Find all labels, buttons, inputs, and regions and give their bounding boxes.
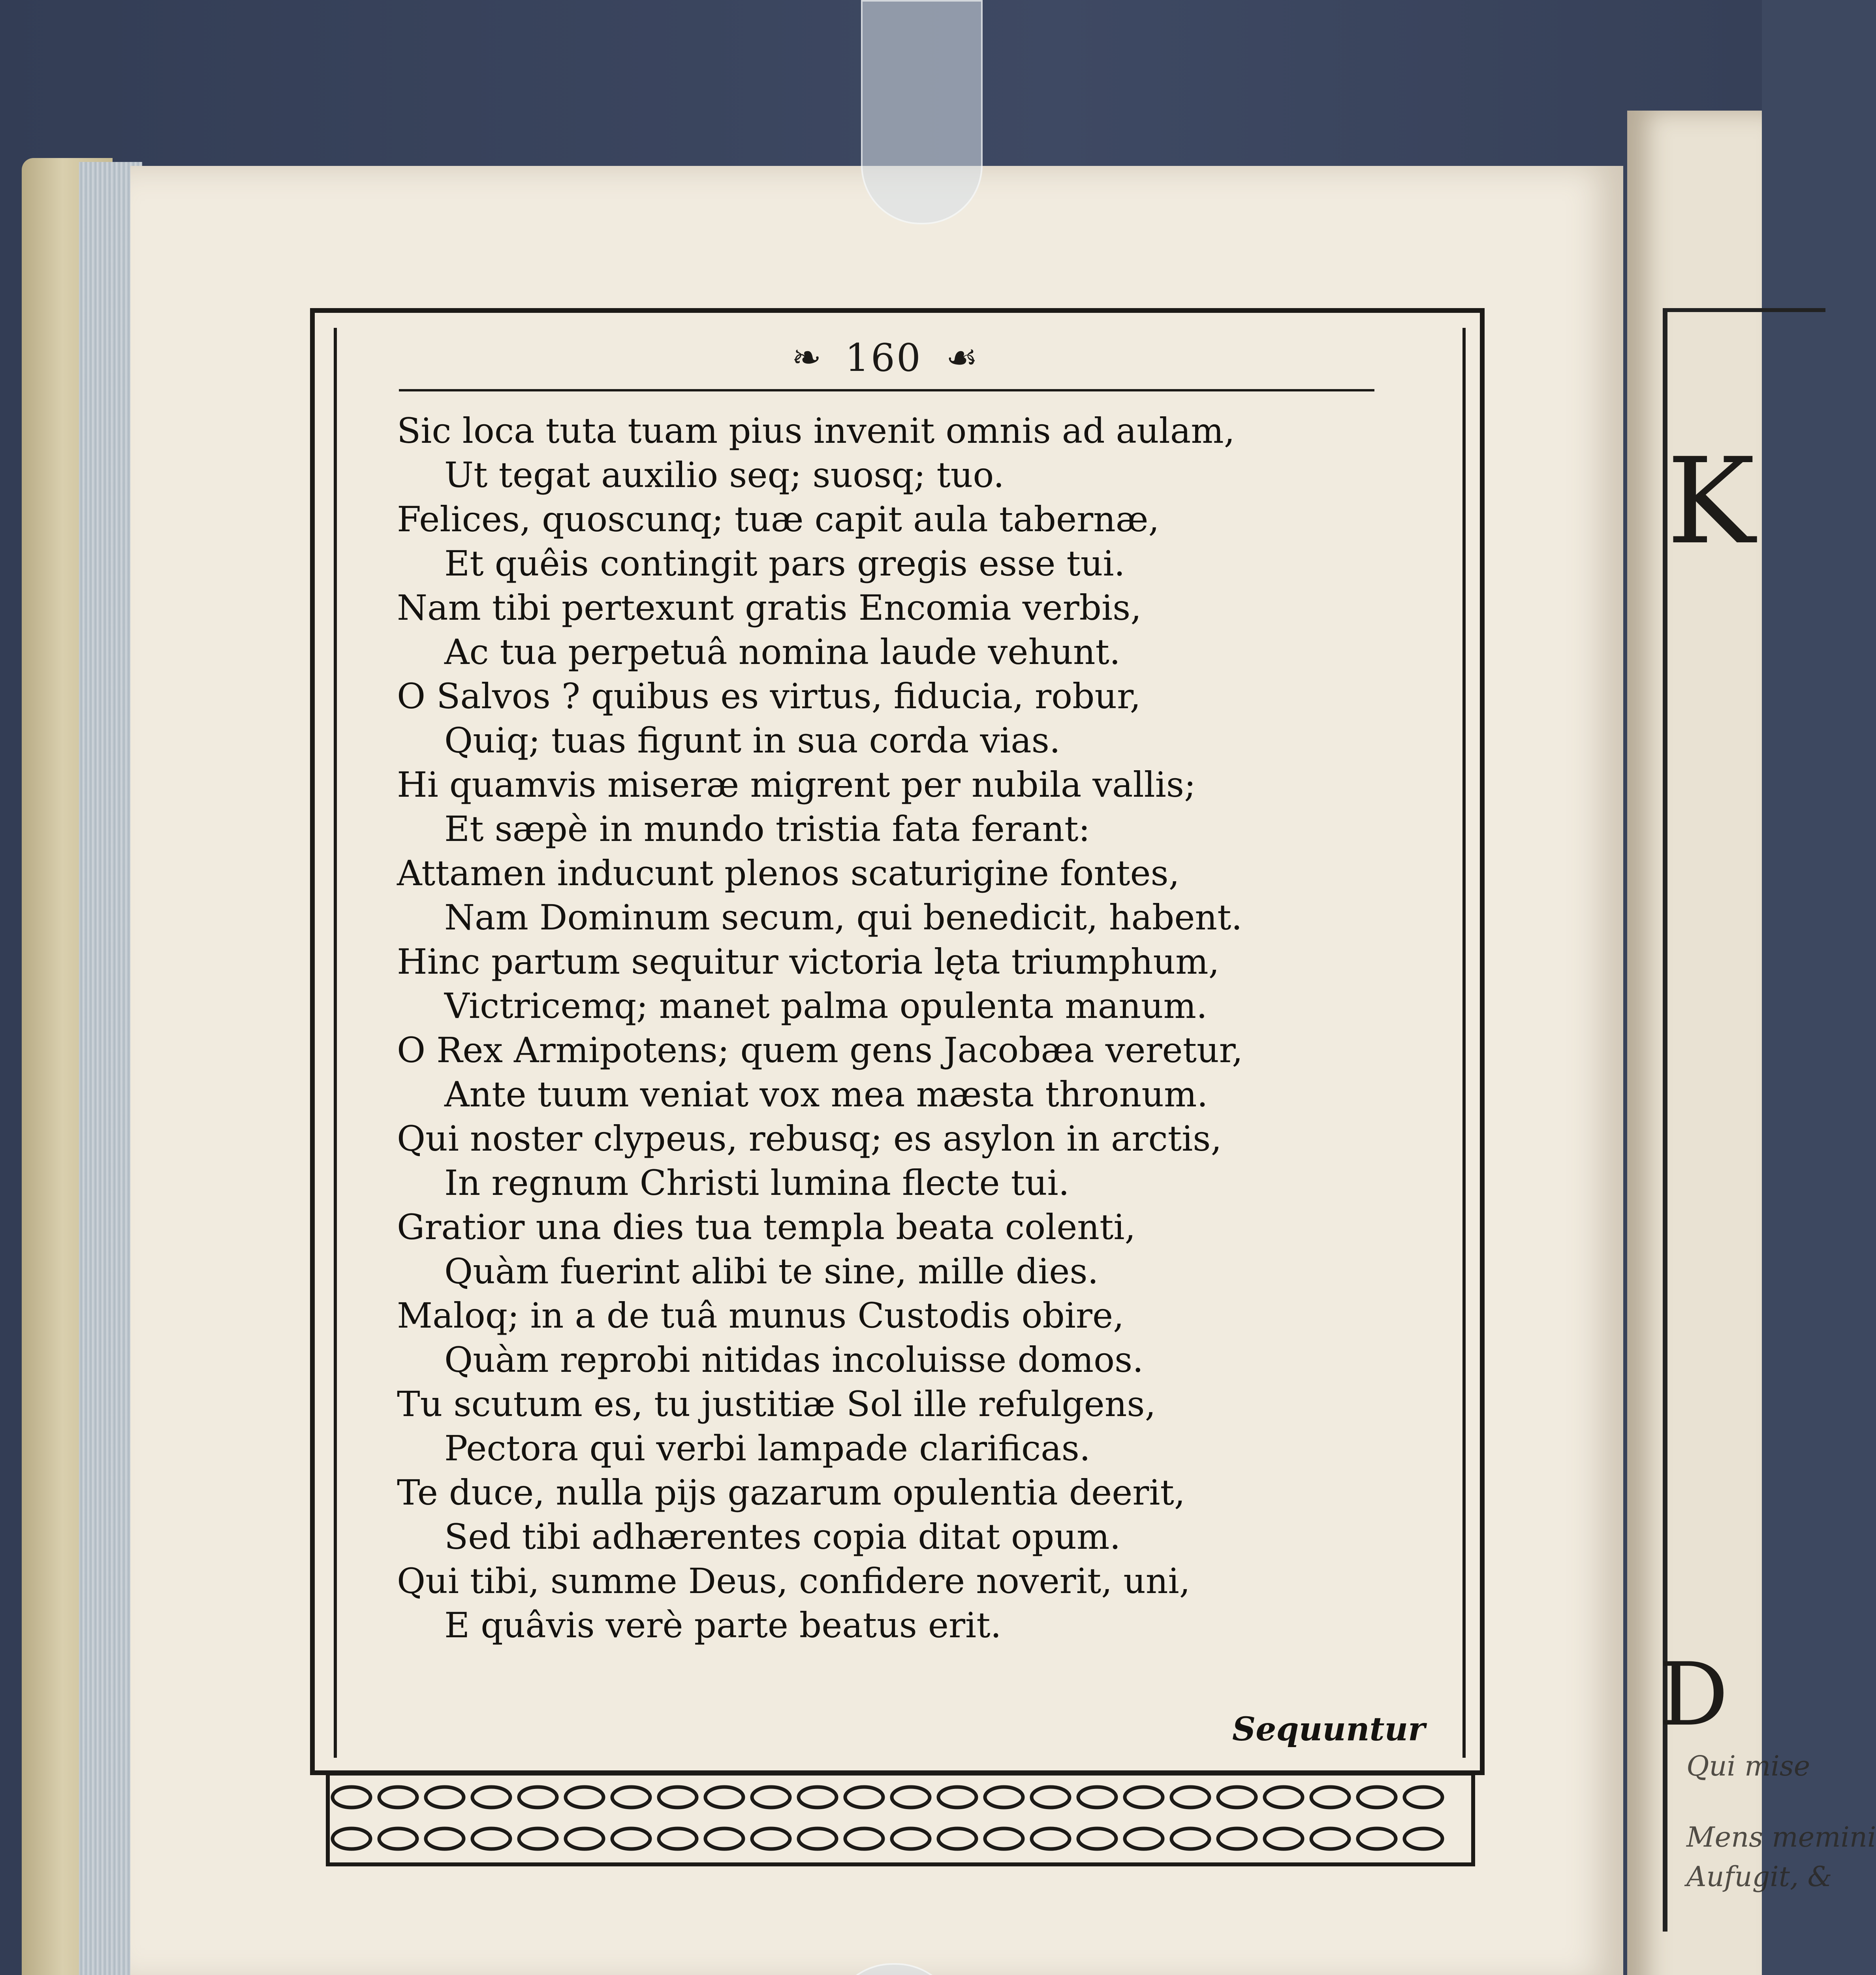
header-rule bbox=[399, 389, 1374, 391]
verse-line: O Salvos ? quibus es virtus, fiducia, robur, bbox=[397, 676, 1141, 717]
verse-line: O Rex Armipotens; quem gens Jacobæa veretur, bbox=[397, 1030, 1243, 1070]
border-oval bbox=[1311, 1828, 1349, 1849]
border-oval bbox=[426, 1828, 464, 1849]
right-fleuron-icon: ☙ bbox=[946, 337, 978, 378]
border-oval bbox=[985, 1828, 1023, 1849]
border-oval bbox=[472, 1828, 510, 1849]
verse-line: Ante tuum veniat vox mea mæsta thronum. bbox=[444, 1074, 1208, 1115]
border-oval bbox=[1404, 1828, 1442, 1849]
catchword: Sequuntur bbox=[1232, 1710, 1425, 1748]
verse-block bbox=[397, 409, 1444, 1648]
verse-line: Attamen inducunt plenos scaturigine fontes, bbox=[397, 853, 1180, 893]
verse-line: Qui noster clypeus, rebusq; es asylon in arctis, bbox=[397, 1118, 1222, 1159]
verse-line: Nam tibi pertexunt gratis Encomia verbis, bbox=[397, 587, 1142, 628]
verse-line: Tu scutum es, tu justitiæ Sol ille refulgens, bbox=[397, 1384, 1156, 1424]
border-oval bbox=[1032, 1787, 1070, 1808]
border-oval bbox=[379, 1787, 417, 1808]
verse-line: Ac tua perpetuâ nomina laude vehunt. bbox=[444, 632, 1120, 672]
facing-page-initial-d: D bbox=[1659, 1644, 1729, 1745]
verse-line: Et quêis contingit pars gregis esse tui. bbox=[444, 543, 1125, 584]
border-oval bbox=[985, 1787, 1023, 1808]
border-oval bbox=[1171, 1828, 1209, 1849]
verse-line: Sic loca tuta tuam pius invenit omnis ad aulam, bbox=[397, 410, 1235, 451]
border-oval bbox=[1078, 1787, 1116, 1808]
border-oval bbox=[1218, 1828, 1256, 1849]
border-oval bbox=[1171, 1787, 1209, 1808]
border-oval bbox=[752, 1787, 790, 1808]
verse-line: Quiq; tuas figunt in sua corda vias. bbox=[444, 720, 1060, 761]
border-oval bbox=[1265, 1787, 1303, 1808]
border-oval bbox=[1311, 1787, 1349, 1808]
verse-line: Quàm reprobi nitidas incoluisse domos. bbox=[444, 1339, 1144, 1380]
border-oval bbox=[333, 1787, 370, 1808]
border-oval bbox=[1358, 1828, 1396, 1849]
facing-page-fragment: Mens memini bbox=[1686, 1821, 1876, 1853]
border-oval bbox=[472, 1787, 510, 1808]
verse-line: Te duce, nulla pijs gazarum opulentia deerit, bbox=[397, 1472, 1185, 1513]
border-oval bbox=[612, 1787, 650, 1808]
facing-page bbox=[1627, 111, 1876, 1975]
verse-line: Qui tibi, summe Deus, confidere noverit, uni, bbox=[397, 1561, 1190, 1601]
facing-page-initial-k: K bbox=[1667, 433, 1756, 570]
border-oval bbox=[1265, 1828, 1303, 1849]
verse-line: Maloq; in a de tuâ munus Custodis obire, bbox=[397, 1295, 1124, 1336]
border-oval bbox=[752, 1828, 790, 1849]
border-oval bbox=[1032, 1828, 1070, 1849]
verse-line: E quâvis verè parte beatus erit. bbox=[444, 1605, 1002, 1646]
border-oval bbox=[705, 1787, 743, 1808]
verse-line: Ut tegat auxilio seq; suosq; tuo. bbox=[444, 455, 1004, 495]
border-oval bbox=[892, 1787, 930, 1808]
border-oval bbox=[845, 1828, 883, 1849]
border-oval bbox=[333, 1828, 370, 1849]
border-oval bbox=[566, 1828, 603, 1849]
border-oval bbox=[799, 1828, 836, 1849]
border-oval bbox=[566, 1787, 603, 1808]
border-oval bbox=[519, 1828, 557, 1849]
border-oval bbox=[938, 1828, 976, 1849]
border-oval bbox=[1404, 1787, 1442, 1808]
page-number: 160 bbox=[845, 336, 922, 380]
left-fleuron-icon: ❧ bbox=[791, 337, 821, 378]
ornamental-border bbox=[324, 1770, 1477, 1868]
facing-page-fragment: Aufugit, & bbox=[1686, 1860, 1832, 1893]
border-oval bbox=[1078, 1828, 1116, 1849]
border-oval bbox=[938, 1787, 976, 1808]
verse-line: Pectora qui verbi lampade clarificas. bbox=[444, 1428, 1090, 1469]
page-header bbox=[395, 336, 1374, 380]
border-oval bbox=[1125, 1787, 1163, 1808]
verse-line: Hinc partum sequitur victoria lęta triumphum, bbox=[397, 941, 1220, 982]
border-oval bbox=[519, 1787, 557, 1808]
border-oval bbox=[1358, 1787, 1396, 1808]
border-oval bbox=[1218, 1787, 1256, 1808]
verse-line: Nam Dominum secum, qui benedicit, habent. bbox=[444, 897, 1243, 938]
border-oval bbox=[659, 1828, 697, 1849]
verse-line: Felices, quoscunq; tuæ capit aula tabernæ, bbox=[397, 499, 1160, 540]
border-oval bbox=[379, 1828, 417, 1849]
border-oval bbox=[705, 1828, 743, 1849]
verse-line: Victricemq; manet palma opulenta manum. bbox=[444, 986, 1207, 1026]
border-oval bbox=[659, 1787, 697, 1808]
verse-line: Gratior una dies tua templa beata colenti, bbox=[397, 1207, 1136, 1247]
verse-line: Et sæpè in mundo tristia fata ferant: bbox=[444, 809, 1090, 849]
border-oval bbox=[612, 1828, 650, 1849]
border-oval bbox=[1125, 1828, 1163, 1849]
border-oval bbox=[892, 1828, 930, 1849]
verse-line: Quàm fuerint alibi te sine, mille dies. bbox=[444, 1251, 1099, 1292]
border-oval bbox=[845, 1787, 883, 1808]
verse-line: Hi quamvis miseræ migrent per nubila vallis; bbox=[397, 764, 1196, 805]
verse-line: In regnum Christi lumina flecte tui. bbox=[444, 1162, 1070, 1203]
border-oval bbox=[426, 1787, 464, 1808]
border-oval bbox=[799, 1787, 836, 1808]
facing-page-fragment: Qui mise bbox=[1686, 1750, 1810, 1782]
page-clip-top bbox=[861, 0, 983, 224]
verse-line: Sed tibi adhærentes copia ditat opum. bbox=[444, 1516, 1121, 1557]
